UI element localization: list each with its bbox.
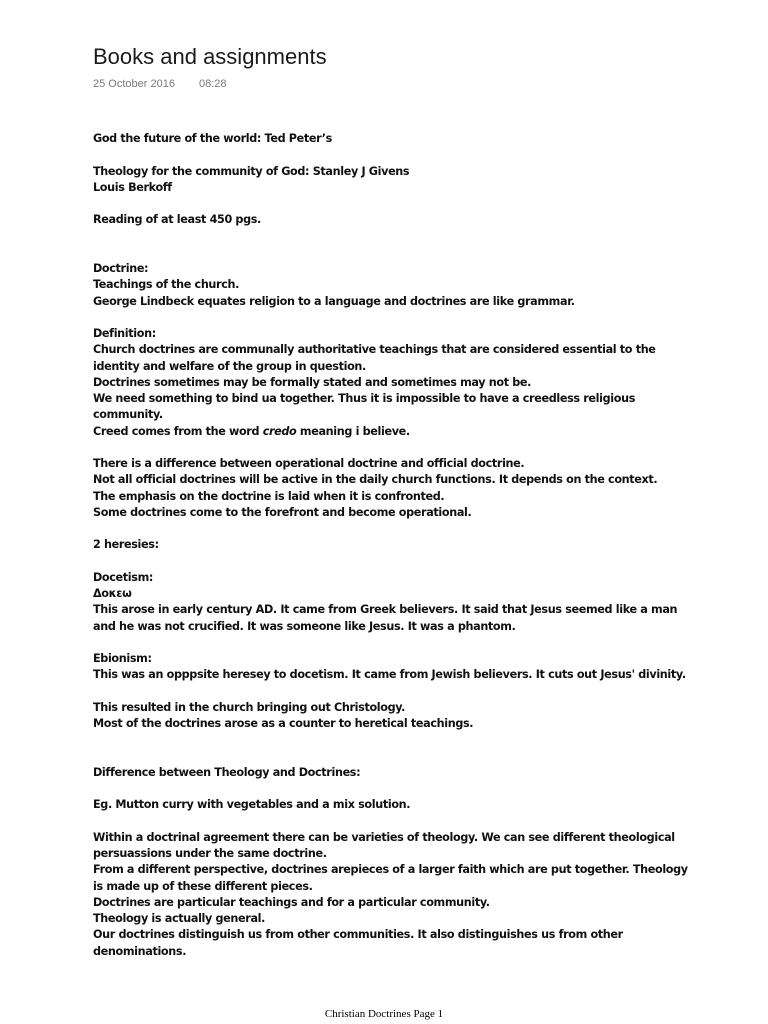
blank-line	[93, 749, 693, 765]
text-line: identity and welfare of the group in question.	[93, 359, 366, 373]
blank-line	[93, 684, 693, 700]
text-line: There is a difference between operational doctrine and official doctrine.	[93, 457, 525, 470]
text-fragment: meaning i believe.	[296, 424, 410, 438]
blank-line	[93, 732, 693, 748]
text-line: Theology for the community of God: Stanley J Givens	[93, 164, 410, 178]
text-line: Church doctrines are communally authoritative teachings that are considered essential to the	[93, 343, 656, 357]
text-line: is made up of these different pieces.	[93, 879, 313, 893]
blank-line	[93, 245, 693, 261]
text-line: and he was not crucified. It was someone like Jesus. It was a phantom.	[93, 619, 516, 633]
section-heading: 2 heresies:	[93, 538, 159, 552]
text-line: This arose in early century AD. It came from Greek believers. It said that Jesus seemed like a man	[93, 603, 678, 617]
blank-line	[93, 635, 693, 651]
section-heading: Definition:	[93, 327, 156, 340]
text-line: We need something to bind ua together. Thus it is impossible to have a creedless religious	[93, 392, 636, 405]
section-heading: Docetism:	[93, 570, 154, 584]
text-line: Doctrines sometimes may be formally stated and sometimes may not be.	[93, 375, 532, 389]
text-line: Theology is actually general.	[93, 912, 266, 925]
greek-word: Δοκεω	[93, 587, 132, 600]
text-line	[93, 424, 693, 440]
text-line: This resulted in the church bringing out Christology.	[93, 700, 406, 714]
blank-line	[93, 229, 693, 245]
text-line: This was an opppsite heresey to docetism. It came from Jewish believers. It cuts out Jesus' divinity.	[93, 668, 686, 682]
text-line: Louis Berkoff	[93, 180, 172, 194]
blank-line	[93, 554, 693, 570]
text-line: Within a doctrinal agreement there can be varieties of theology. We can see different theological	[93, 830, 675, 844]
text-line: Reading of at least 450 pgs.	[93, 213, 261, 227]
text-line: Most of the doctrines arose as a counter to heretical teachings.	[93, 717, 474, 730]
section-heading: Difference between Theology and Doctrines:	[93, 765, 361, 779]
blank-line	[93, 310, 693, 326]
blank-line	[93, 521, 693, 537]
note-date: 25 October 2016	[93, 78, 175, 90]
note-time: 08:28	[198, 78, 227, 90]
italic-word: credo	[262, 424, 297, 438]
text-line: George Lindbeck equates religion to a language and doctrines are like grammar.	[93, 294, 575, 308]
page-title: Books and assignments	[93, 44, 327, 69]
text-fragment: Creed comes from the word	[93, 424, 263, 438]
section-heading: Ebionism:	[93, 652, 152, 665]
note-meta	[93, 78, 226, 90]
section-heading: Doctrine:	[93, 262, 149, 275]
blank-line	[93, 781, 693, 797]
text-line: community.	[93, 408, 163, 422]
text-line: The emphasis on the doctrine is laid when it is confronted.	[93, 489, 445, 503]
text-line: Eg. Mutton curry with vegetables and a mix solution.	[93, 798, 411, 812]
text-line: Not all official doctrines will be active in the daily church functions. It depends on the context.	[93, 473, 658, 487]
blank-line	[93, 196, 693, 212]
blank-line	[93, 814, 693, 830]
text-line: denominations.	[93, 944, 187, 958]
blank-line	[93, 147, 693, 163]
text-line: Doctrines are particular teachings and for a particular community.	[93, 895, 490, 909]
page-footer: Christian Doctrines Page 1	[324, 1008, 444, 1020]
text-line: Some doctrines come to the forefront and become operational.	[93, 505, 472, 519]
text-line: persuassions under the same doctrine.	[93, 847, 327, 860]
note-body	[93, 131, 693, 960]
blank-line	[93, 440, 693, 456]
text-line: Our doctrines distinguish us from other communities. It also distinguishes us from other	[93, 928, 623, 942]
text-line: God the future of the world: Ted Peter’s	[93, 132, 332, 145]
text-line: Teachings of the church.	[93, 278, 240, 292]
text-line: From a different perspective, doctrines arepieces of a larger faith which are put together. Theology	[93, 863, 688, 877]
